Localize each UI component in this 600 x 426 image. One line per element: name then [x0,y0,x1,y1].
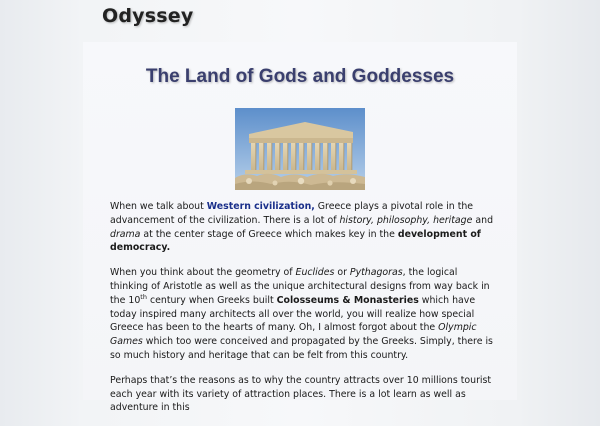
emphasis-text: Pythagoras [349,267,403,279]
bold-text: Colosseums & Monasteries [276,294,419,306]
text: , the logical thinking of Aristotle as well as the unique architectural designs from way back in the 10 [110,267,490,306]
article-body [110,200,495,426]
paragraph-intro [110,200,495,255]
parthenon-image [235,108,365,190]
emphasis-text: Euclides [295,267,335,279]
text: Greece plays a pivotal role in the advancement of the civilization. There is a lot of [110,201,474,226]
page-title: The Land of Gods and Goddesses [145,66,455,87]
main-content [83,42,517,414]
text: century when Greeks built [146,294,277,306]
superscript: th [140,292,147,301]
text: which have today inspired many architects all over the world, you will realize how special Greece has been to the hearts of many. Oh, I almost forgot about the [110,294,476,334]
text: or [334,267,350,279]
emphasis-text: drama [110,228,141,240]
text: and [472,214,494,226]
text: at the center stage of Greece which makes key in the [140,228,398,240]
parthenon-illustration [235,108,365,190]
text: Perhaps that’s the reasons as to why the country attracts over 10 millions tourist each year with its variety of attraction places. There is a lot learn as well as adventure in this [110,374,492,414]
site-title[interactable]: Odyssey [102,5,194,27]
emphasis-text: history, philosophy, heritage [339,214,473,226]
text: When we talk about [110,201,207,212]
paragraph-tourism [110,374,495,415]
emphasis-text: Olympic Games [110,322,477,348]
text: which too were conceived and propagated by the Greeks. Simply, there is so much history and heritage that can be felt from this country. [110,336,493,361]
bold-text: development of democracy. [110,228,481,254]
site-header [0,0,600,42]
text: When you think about the geometry of [110,267,296,279]
paragraph-history [110,266,495,363]
western-civilization-link[interactable]: Western civilization, [206,201,315,212]
